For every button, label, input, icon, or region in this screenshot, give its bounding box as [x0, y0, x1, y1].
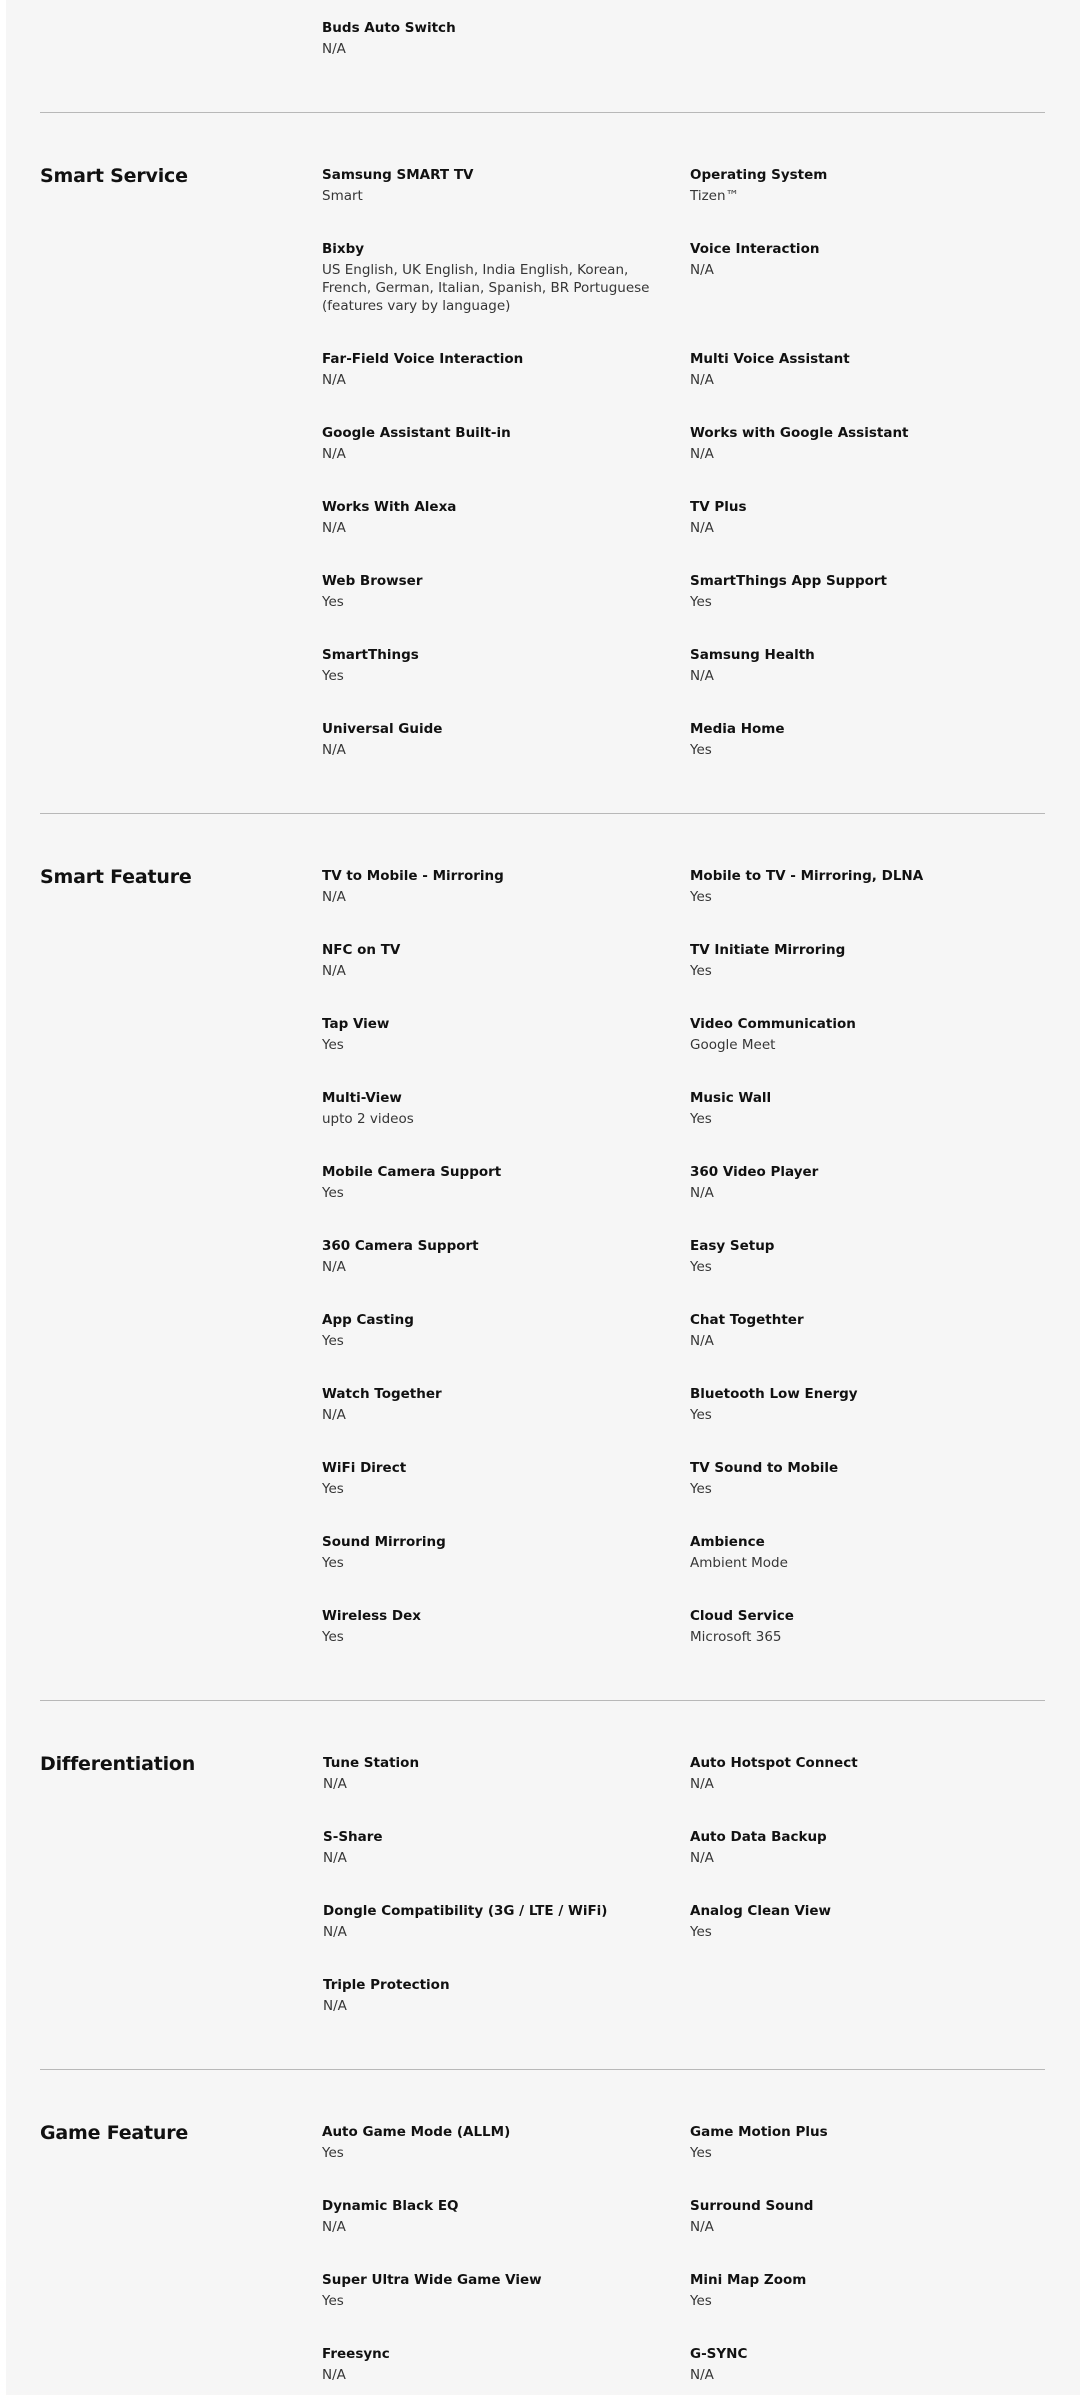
- spec-value: Smart: [322, 188, 363, 204]
- spec-value: N/A: [690, 2367, 714, 2383]
- spec-value: N/A: [690, 262, 714, 278]
- spec-item: [690, 350, 1030, 389]
- spec-label: TV Plus: [690, 499, 747, 515]
- spec-value: Yes: [690, 963, 712, 979]
- spec-value: N/A: [322, 520, 346, 536]
- spec-label: Mini Map Zoom: [690, 2272, 807, 2288]
- spec-label: Buds Auto Switch: [322, 20, 456, 36]
- spec-label: Universal Guide: [322, 721, 443, 737]
- spec-item: [690, 166, 1030, 205]
- spec-value: Microsoft 365: [690, 1629, 782, 1645]
- spec-item: [690, 1015, 1030, 1054]
- spec-item: [690, 1828, 1030, 1867]
- spec-label: Mobile to TV - Mirroring, DLNA: [690, 868, 924, 884]
- spec-label: Media Home: [690, 721, 785, 737]
- spec-item: [322, 350, 662, 389]
- spec-label: WiFi Direct: [322, 1460, 407, 1476]
- spec-label: Mobile Camera Support: [322, 1164, 502, 1180]
- spec-label: Game Motion Plus: [690, 2124, 828, 2140]
- spec-label: Bixby: [322, 241, 365, 257]
- spec-value: N/A: [322, 41, 346, 57]
- spec-item: [322, 240, 662, 315]
- spec-value: Ambient Mode: [690, 1555, 788, 1571]
- spec-item: [690, 1607, 1030, 1646]
- spec-item: [690, 2345, 1030, 2384]
- spec-label: NFC on TV: [322, 942, 401, 958]
- spec-value: upto 2 videos: [322, 1111, 414, 1127]
- spec-label: Dynamic Black EQ: [322, 2198, 459, 2214]
- spec-item: [322, 941, 662, 980]
- spec-label: Works with Google Assistant: [690, 425, 909, 441]
- spec-label: Analog Clean View: [690, 1903, 832, 1919]
- section-title: Differentiation: [40, 1753, 196, 1775]
- spec-label: Auto Data Backup: [690, 1829, 827, 1845]
- spec-label: Multi-View: [322, 1090, 402, 1106]
- spec-value: N/A: [690, 1776, 714, 1792]
- spec-label: Easy Setup: [690, 1238, 775, 1254]
- spec-item: [690, 1902, 1030, 1941]
- spec-label: Samsung Health: [690, 647, 815, 663]
- spec-item: [323, 1828, 663, 1867]
- spec-item: [322, 2197, 662, 2236]
- spec-item: [690, 1237, 1030, 1276]
- spec-item: [690, 572, 1030, 611]
- spec-item: [690, 1311, 1030, 1350]
- spec-label: Operating System: [690, 167, 828, 183]
- spec-label: TV Initiate Mirroring: [690, 942, 846, 958]
- spec-item: [322, 166, 662, 205]
- spec-label: TV Sound to Mobile: [690, 1460, 839, 1476]
- section-title: Smart Service: [40, 165, 188, 187]
- spec-value: Tizen™: [690, 188, 740, 204]
- spec-label: Far-Field Voice Interaction: [322, 351, 524, 367]
- spec-item: [323, 1754, 663, 1793]
- spec-value: Yes: [322, 1185, 344, 1201]
- spec-label: Works With Alexa: [322, 499, 457, 515]
- spec-value: Yes: [322, 1333, 344, 1349]
- section-title: Game Feature: [40, 2122, 189, 2144]
- spec-value: N/A: [690, 1850, 714, 1866]
- spec-label: S-Share: [323, 1829, 383, 1845]
- spec-label: Wireless Dex: [322, 1608, 421, 1624]
- spec-item: [690, 2123, 1030, 2162]
- spec-value: N/A: [322, 446, 346, 462]
- spec-label: Watch Together: [322, 1386, 442, 1402]
- spec-value: N/A: [322, 1407, 346, 1423]
- spec-item: [690, 240, 1030, 279]
- spec-label: TV to Mobile - Mirroring: [322, 868, 504, 884]
- spec-item: [690, 867, 1030, 906]
- spec-item: [690, 1089, 1030, 1128]
- spec-label: Auto Game Mode (ALLM): [322, 2124, 511, 2140]
- spec-value: N/A: [323, 1998, 347, 2014]
- spec-value: N/A: [690, 1333, 714, 1349]
- spec-item: [322, 572, 662, 611]
- spec-label: 360 Camera Support: [322, 1238, 479, 1254]
- spec-label: SmartThings App Support: [690, 573, 887, 589]
- section-divider: [40, 1700, 1045, 1701]
- spec-value: N/A: [690, 372, 714, 388]
- spec-value: N/A: [322, 963, 346, 979]
- spec-label: Samsung SMART TV: [322, 167, 474, 183]
- spec-item: [690, 2271, 1030, 2310]
- spec-item: [322, 1607, 662, 1646]
- spec-value: N/A: [322, 2219, 346, 2235]
- spec-item: [690, 646, 1030, 685]
- spec-value: Yes: [690, 1111, 712, 1127]
- spec-item: [322, 1311, 662, 1350]
- spec-item: [690, 1163, 1030, 1202]
- spec-label: Sound Mirroring: [322, 1534, 446, 1550]
- spec-item: [323, 1902, 663, 1941]
- spec-item: [323, 1976, 663, 2015]
- spec-value: Yes: [690, 1481, 712, 1497]
- spec-label: Music Wall: [690, 1090, 772, 1106]
- spec-value: N/A: [322, 889, 346, 905]
- spec-label: Multi Voice Assistant: [690, 351, 850, 367]
- spec-label: Surround Sound: [690, 2198, 814, 2214]
- spec-value: Yes: [322, 1481, 344, 1497]
- spec-item: [322, 2123, 662, 2162]
- spec-label: Triple Protection: [323, 1977, 450, 1993]
- spec-value: Yes: [322, 1555, 344, 1571]
- spec-label: Cloud Service: [690, 1608, 794, 1624]
- spec-label: Bluetooth Low Energy: [690, 1386, 858, 1402]
- spec-label: Google Assistant Built-in: [322, 425, 511, 441]
- section-divider: [40, 813, 1045, 814]
- spec-item: [690, 1754, 1030, 1793]
- spec-item: [322, 867, 662, 906]
- spec-item: [322, 424, 662, 463]
- spec-label: Freesync: [322, 2346, 390, 2362]
- spec-label: Video Communication: [690, 1016, 856, 1032]
- spec-value: N/A: [323, 1850, 347, 1866]
- spec-value: Yes: [690, 2145, 712, 2161]
- spec-label: 360 Video Player: [690, 1164, 819, 1180]
- spec-value: N/A: [690, 520, 714, 536]
- spec-label: SmartThings: [322, 647, 419, 663]
- spec-value: Yes: [322, 1629, 344, 1645]
- spec-item: [690, 720, 1030, 759]
- spec-item: [322, 1533, 662, 1572]
- spec-value: N/A: [322, 372, 346, 388]
- spec-item: [322, 19, 662, 58]
- spec-item: [690, 424, 1030, 463]
- spec-value: N/A: [323, 1776, 347, 1792]
- spec-item: [690, 1533, 1030, 1572]
- spec-label: Auto Hotspot Connect: [690, 1755, 858, 1771]
- spec-item: [322, 2271, 662, 2310]
- spec-value: N/A: [322, 742, 346, 758]
- spec-item: [690, 498, 1030, 537]
- spec-value: Yes: [690, 2293, 712, 2309]
- spec-label: Tune Station: [323, 1755, 420, 1771]
- spec-item: [322, 1089, 662, 1128]
- spec-value: Yes: [690, 1407, 712, 1423]
- spec-label: App Casting: [322, 1312, 414, 1328]
- spec-value: Yes: [322, 594, 344, 610]
- spec-label: G-SYNC: [690, 2346, 748, 2362]
- spec-label: Dongle Compatibility (3G / LTE / WiFi): [323, 1903, 608, 1919]
- spec-value: Yes: [690, 1924, 712, 1940]
- spec-value: Yes: [690, 742, 712, 758]
- spec-item: [322, 1237, 662, 1276]
- spec-value: Yes: [690, 889, 712, 905]
- spec-item: [322, 1459, 662, 1498]
- spec-value: Yes: [322, 668, 344, 684]
- spec-item: [322, 720, 662, 759]
- spec-value: N/A: [690, 446, 714, 462]
- spec-item: [690, 941, 1030, 980]
- spec-value: US English, UK English, India English, Korean, French, German, Italian, Spanish, BR Portuguese (features vary by language): [322, 262, 650, 314]
- spec-item: [690, 2197, 1030, 2236]
- spec-value: N/A: [690, 2219, 714, 2235]
- spec-label: Tap View: [322, 1016, 390, 1032]
- spec-item: [322, 2345, 662, 2384]
- section-divider: [40, 2069, 1045, 2070]
- spec-item: [690, 1385, 1030, 1424]
- section-divider: [40, 112, 1045, 113]
- spec-value: N/A: [322, 1259, 346, 1275]
- spec-item: [322, 1015, 662, 1054]
- spec-label: Ambience: [690, 1534, 765, 1550]
- spec-label: Super Ultra Wide Game View: [322, 2272, 542, 2288]
- spec-value: Yes: [690, 594, 712, 610]
- spec-value: Yes: [322, 2145, 344, 2161]
- spec-item: [690, 1459, 1030, 1498]
- spec-value: Yes: [322, 2293, 344, 2309]
- spec-value: Google Meet: [690, 1037, 776, 1053]
- spec-label: Chat Togethter: [690, 1312, 804, 1328]
- spec-value: N/A: [323, 1924, 347, 1940]
- spec-value: Yes: [322, 1037, 344, 1053]
- spec-label: Web Browser: [322, 573, 423, 589]
- spec-item: [322, 498, 662, 537]
- spec-item: [322, 646, 662, 685]
- spec-value: N/A: [690, 1185, 714, 1201]
- spec-page: [6, 0, 1080, 2395]
- spec-value: N/A: [690, 668, 714, 684]
- spec-item: [322, 1163, 662, 1202]
- spec-value: N/A: [322, 2367, 346, 2383]
- spec-value: Yes: [690, 1259, 712, 1275]
- spec-label: Voice Interaction: [690, 241, 820, 257]
- section-title: Smart Feature: [40, 866, 192, 888]
- spec-item: [322, 1385, 662, 1424]
